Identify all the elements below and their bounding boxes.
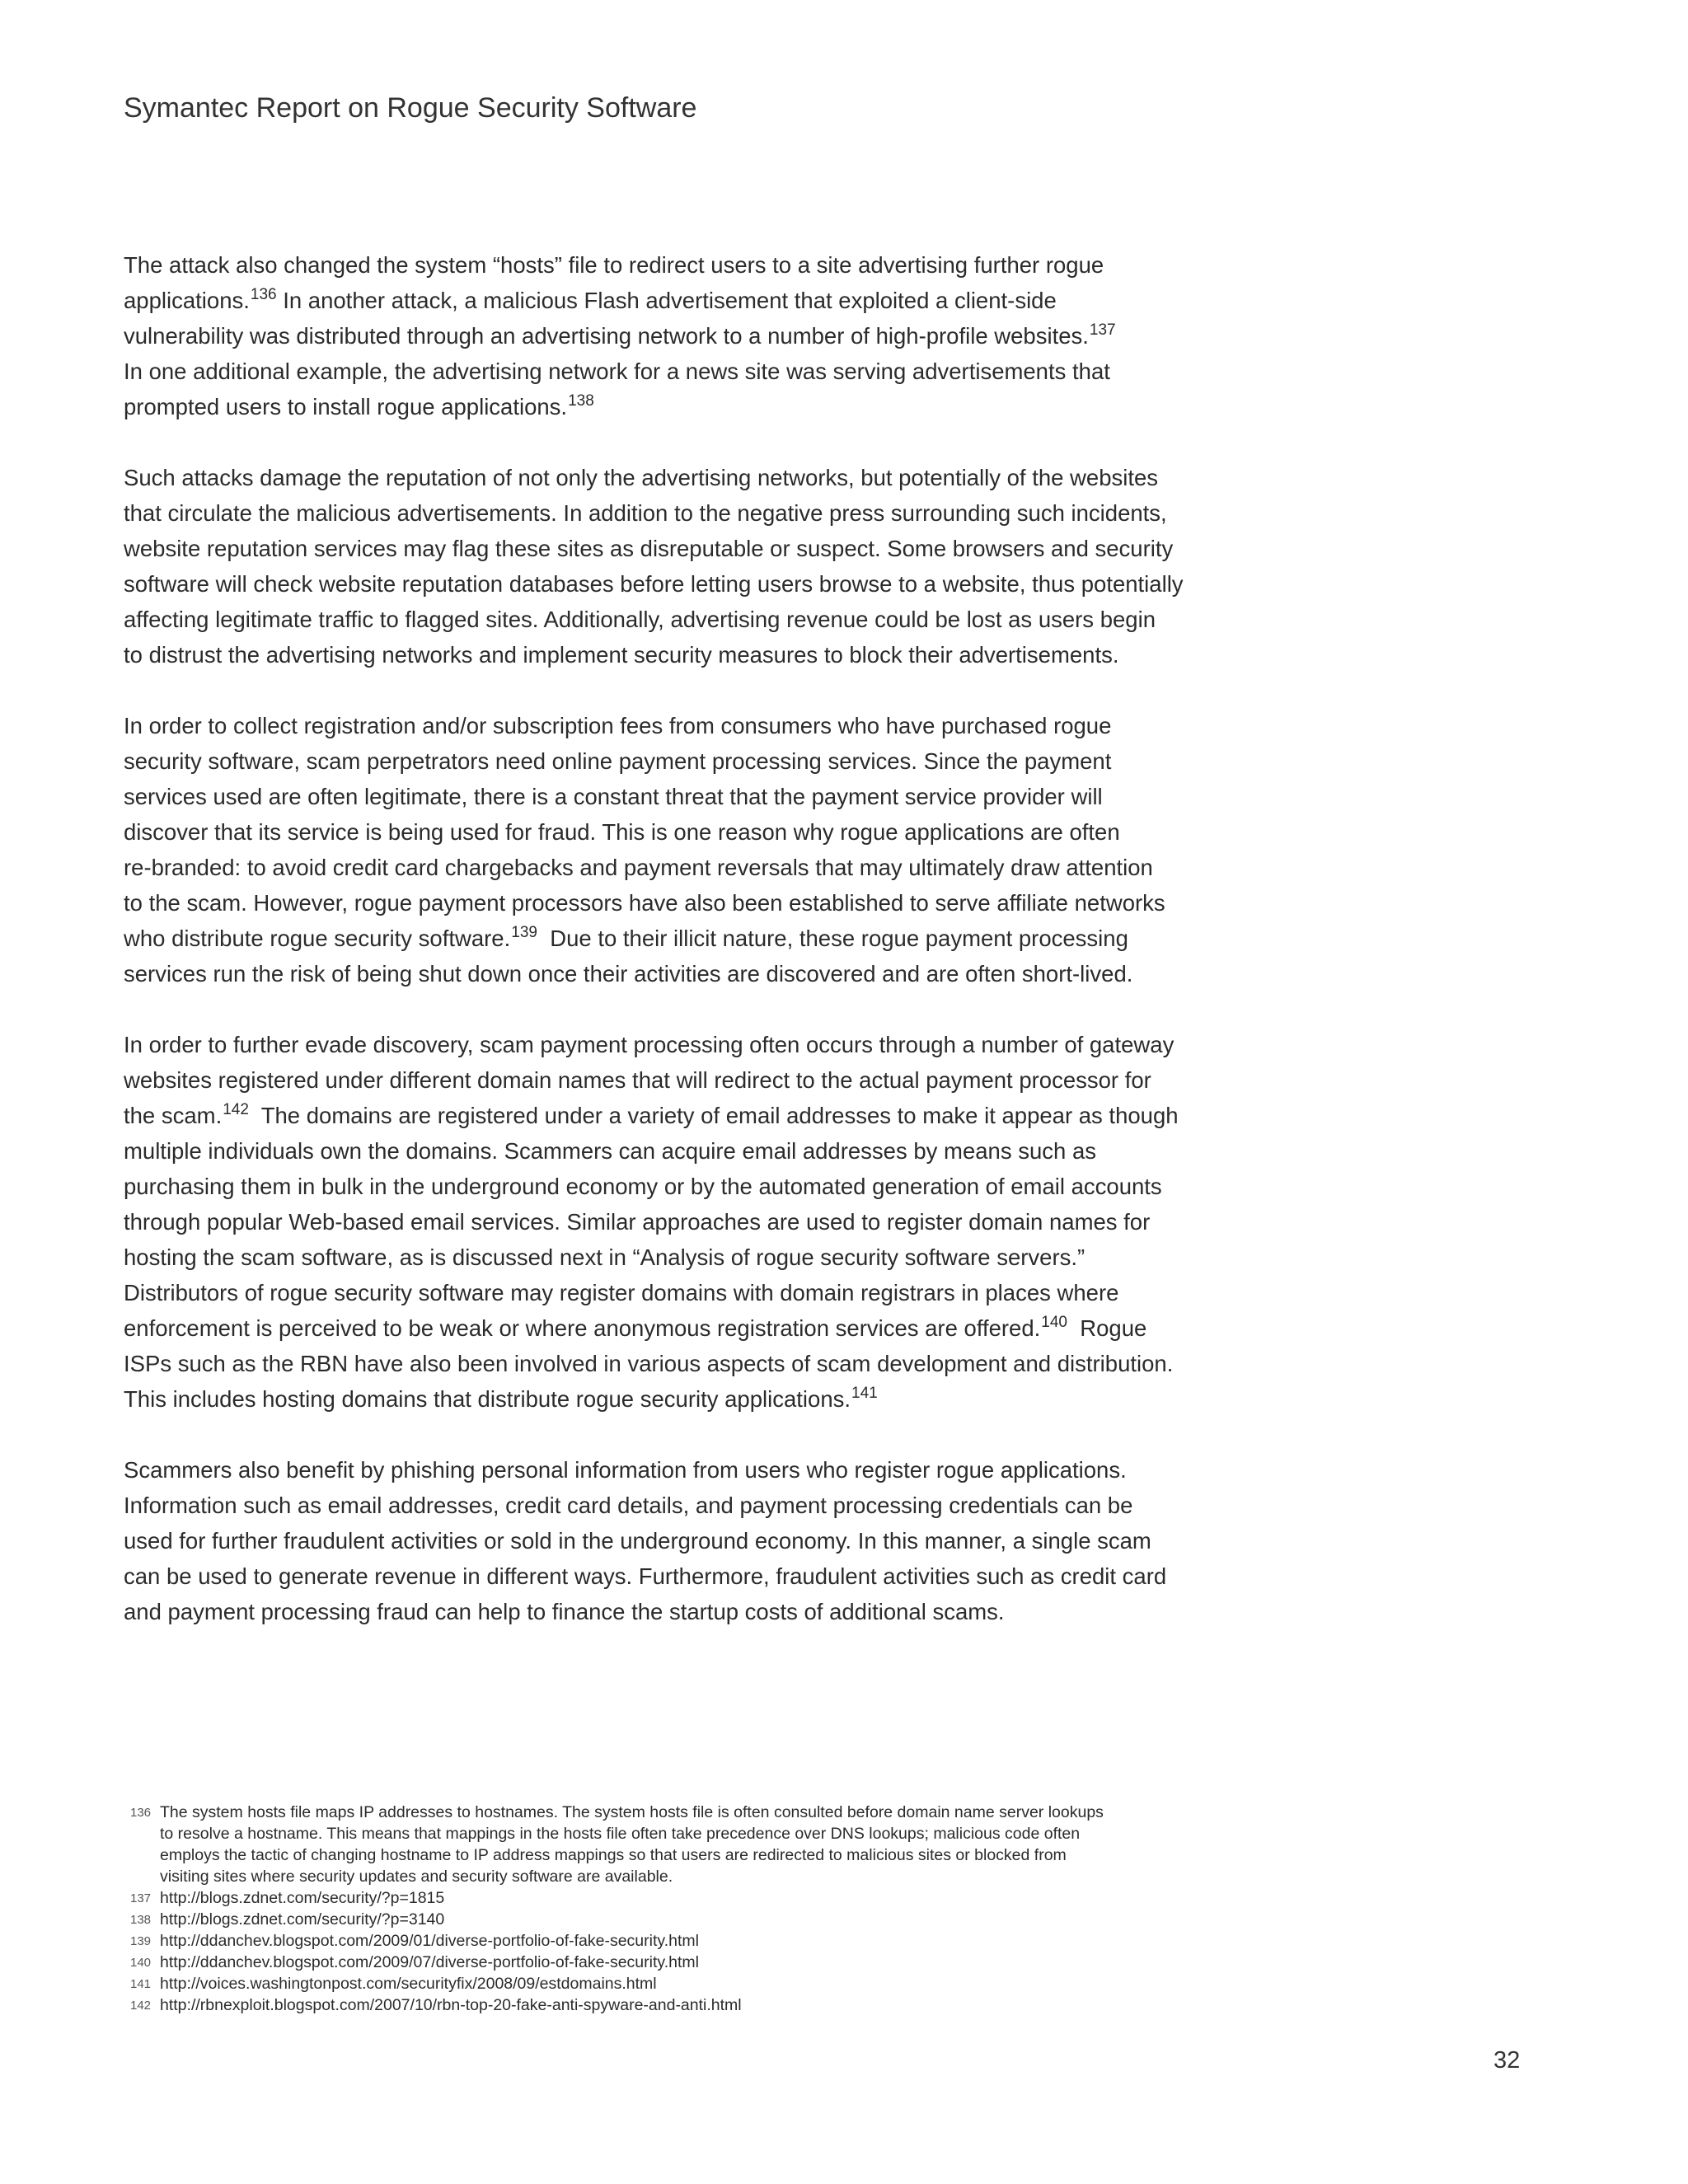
paragraph <box>124 1027 1253 1417</box>
paragraph <box>124 247 1253 424</box>
footnote-number: 138 <box>130 1913 152 1927</box>
line-text: services used are often legitimate, there is a constant threat that the payment service provider will <box>124 784 1103 809</box>
footnote-text: http://rbnexploit.blogspot.com/2007/10/rbn-top-20-fake-anti-spyware-and-anti.html <box>160 1996 742 2014</box>
text-line <box>124 1488 1253 1523</box>
line-text: can be used to generate revenue in different ways. Furthermore, fraudulent activities such as credit card <box>124 1563 1167 1589</box>
page-number: 32 <box>1493 2047 1521 2074</box>
footnote-number: 142 <box>130 1999 152 2013</box>
text-line <box>124 247 1253 283</box>
line-text: hosting the scam software, as is discussed next in “Analysis of rogue security software servers.” <box>124 1244 1085 1270</box>
footnote <box>124 1887 1253 1909</box>
footnote-reference: 136 <box>250 286 277 303</box>
text-line <box>124 460 1253 495</box>
text-line <box>124 779 1253 814</box>
line-text-continued: Rogue <box>1067 1315 1147 1341</box>
line-text: This includes hosting domains that distribute rogue security applications. <box>124 1386 851 1412</box>
footnote-text: http://ddanchev.blogspot.com/2009/01/diverse-portfolio-of-fake-security.html <box>160 1932 699 1950</box>
text-line <box>124 1310 1253 1346</box>
footnote-reference: 138 <box>568 392 594 410</box>
text-line <box>124 283 1253 318</box>
footnote <box>124 1973 1253 1994</box>
text-line <box>124 956 1253 991</box>
line-text: that circulate the malicious advertisements. In addition to the negative press surrounding such incidents, <box>124 500 1167 526</box>
line-text: In order to collect registration and/or subscription fees from consumers who have purchased rogue <box>124 713 1112 738</box>
footnote-number: 141 <box>130 1977 152 1991</box>
line-text: re-branded: to avoid credit card chargebacks and payment reversals that may ultimately draw attention <box>124 855 1153 880</box>
footnote-text: http://blogs.zdnet.com/security/?p=3140 <box>160 1910 445 1929</box>
footnotes <box>124 1802 1253 2016</box>
line-text: security software, scam perpetrators need online payment processing services. Since the payment <box>124 748 1112 774</box>
footnote <box>124 1802 1253 1887</box>
text-line <box>124 1558 1253 1594</box>
footnote-number: 140 <box>130 1956 152 1970</box>
footnote-number: 139 <box>130 1934 152 1948</box>
text-line <box>124 1169 1253 1204</box>
footnote-text: http://voices.washingtonpost.com/securityfix/2008/09/estdomains.html <box>160 1975 657 1993</box>
paragraph <box>124 708 1253 991</box>
text-line <box>124 708 1253 743</box>
footnote-text: visiting sites where security updates and security software are available. <box>160 1868 673 1886</box>
line-text: enforcement is perceived to be weak or where anonymous registration services are offered. <box>124 1315 1041 1341</box>
line-text: services run the risk of being shut down once their activities are discovered and are often short-lived. <box>124 961 1133 987</box>
line-text: to distrust the advertising networks and implement security measures to block their advertisements. <box>124 642 1119 668</box>
text-line <box>124 814 1253 850</box>
page-title: Symantec Report on Rogue Security Software <box>124 92 697 124</box>
footnote-text: http://ddanchev.blogspot.com/2009/07/diverse-portfolio-of-fake-security.html <box>160 1953 699 1971</box>
text-line <box>124 1594 1253 1629</box>
line-text: websites registered under different domain names that will redirect to the actual payment processor for <box>124 1067 1151 1093</box>
paragraph <box>124 1452 1253 1629</box>
line-text: software will check website reputation databases before letting users browse to a website, thus potentially <box>124 571 1184 597</box>
text-line <box>124 1027 1253 1062</box>
text-line <box>124 1062 1253 1098</box>
text-line <box>124 531 1253 566</box>
line-text: multiple individuals own the domains. Scammers can acquire email addresses by means such as <box>124 1138 1097 1164</box>
line-text: the scam. <box>124 1103 223 1128</box>
footnote-text: http://blogs.zdnet.com/security/?p=1815 <box>160 1889 445 1907</box>
line-text: discover that its service is being used for fraud. This is one reason why rogue applications are often <box>124 819 1120 845</box>
text-line <box>124 318 1253 354</box>
text-line <box>124 566 1253 602</box>
footnote <box>124 1994 1253 2016</box>
text-line <box>124 1381 1253 1417</box>
line-text-continued: Due to their illicit nature, these rogue payment processing <box>537 926 1128 951</box>
footnote <box>124 1909 1253 1930</box>
text-line <box>124 1275 1253 1310</box>
line-text: applications. <box>124 288 250 313</box>
footnote-reference: 140 <box>1041 1314 1067 1331</box>
text-line <box>124 495 1253 531</box>
line-text: used for further fraudulent activities or sold in the underground economy. In this manner, a single scam <box>124 1528 1151 1554</box>
line-text: affecting legitimate traffic to flagged sites. Additionally, advertising revenue could be lost as users begin <box>124 607 1156 632</box>
footnote <box>124 1952 1253 1973</box>
line-text: and payment processing fraud can help to finance the startup costs of additional scams. <box>124 1599 1005 1624</box>
line-text-continued: The domains are registered under a variety of email addresses to make it appear as though <box>248 1103 1179 1128</box>
text-line <box>124 850 1253 885</box>
line-text: Distributors of rogue security software may register domains with domain registrars in places where <box>124 1280 1119 1305</box>
footnote-reference: 139 <box>511 924 537 941</box>
text-line <box>124 602 1253 637</box>
footnote-text: to resolve a hostname. This means that mappings in the hosts file often take precedence over DNS lookups; malicious code often <box>160 1825 1081 1843</box>
line-text: who distribute rogue security software. <box>124 926 511 951</box>
text-line <box>124 1452 1253 1488</box>
text-line <box>124 1240 1253 1275</box>
line-text: ISPs such as the RBN have also been involved in various aspects of scam development and distribution. <box>124 1351 1174 1376</box>
footnote-number: 136 <box>130 1806 152 1820</box>
text-line <box>124 1523 1253 1558</box>
footnote-text: employs the tactic of changing hostname to IP address mappings so that users are redirected to malicious sites or blocked from <box>160 1846 1067 1864</box>
text-line <box>124 1204 1253 1240</box>
text-line <box>124 1098 1253 1133</box>
text-line <box>124 637 1253 673</box>
body-text <box>124 247 1253 1665</box>
line-text: website reputation services may flag these sites as disreputable or suspect. Some browsers and security <box>124 536 1174 561</box>
line-text: Scammers also benefit by phishing personal information from users who register rogue applications. <box>124 1457 1127 1483</box>
footnote-text: The system hosts file maps IP addresses to hostnames. The system hosts file is often consulted before domain name server lookups <box>160 1803 1104 1821</box>
line-text: The attack also changed the system “hosts” file to redirect users to a site advertising further rogue <box>124 252 1104 278</box>
footnote-number: 137 <box>130 1891 152 1905</box>
text-line <box>124 885 1253 921</box>
paragraph <box>124 460 1253 673</box>
footnote-reference: 141 <box>851 1385 878 1402</box>
text-line <box>124 1346 1253 1381</box>
text-line <box>124 743 1253 779</box>
line-text: through popular Web-based email services. Similar approaches are used to register domain names for <box>124 1209 1151 1235</box>
line-text: Information such as email addresses, credit card details, and payment processing credentials can be <box>124 1493 1133 1518</box>
line-text: In order to further evade discovery, scam payment processing often occurs through a number of gateway <box>124 1032 1175 1057</box>
text-line <box>124 354 1253 389</box>
text-line <box>124 1133 1253 1169</box>
footnote-reference: 142 <box>223 1101 249 1118</box>
line-text: vulnerability was distributed through an advertising network to a number of high-profile websites. <box>124 323 1089 349</box>
footnote-reference: 137 <box>1089 321 1116 339</box>
line-text-continued: In another attack, a malicious Flash advertisement that exploited a client-side <box>276 288 1057 313</box>
text-line <box>124 389 1253 424</box>
line-text: purchasing them in bulk in the underground economy or by the automated generation of email accounts <box>124 1174 1162 1199</box>
footnote <box>124 1930 1253 1952</box>
text-line <box>124 921 1253 956</box>
line-text: Such attacks damage the reputation of not only the advertising networks, but potentially of the websites <box>124 465 1159 490</box>
line-text: In one additional example, the advertising network for a news site was serving advertisements that <box>124 359 1110 384</box>
line-text: prompted users to install rogue applications. <box>124 394 568 419</box>
line-text: to the scam. However, rogue payment processors have also been established to serve affiliate networks <box>124 890 1165 916</box>
